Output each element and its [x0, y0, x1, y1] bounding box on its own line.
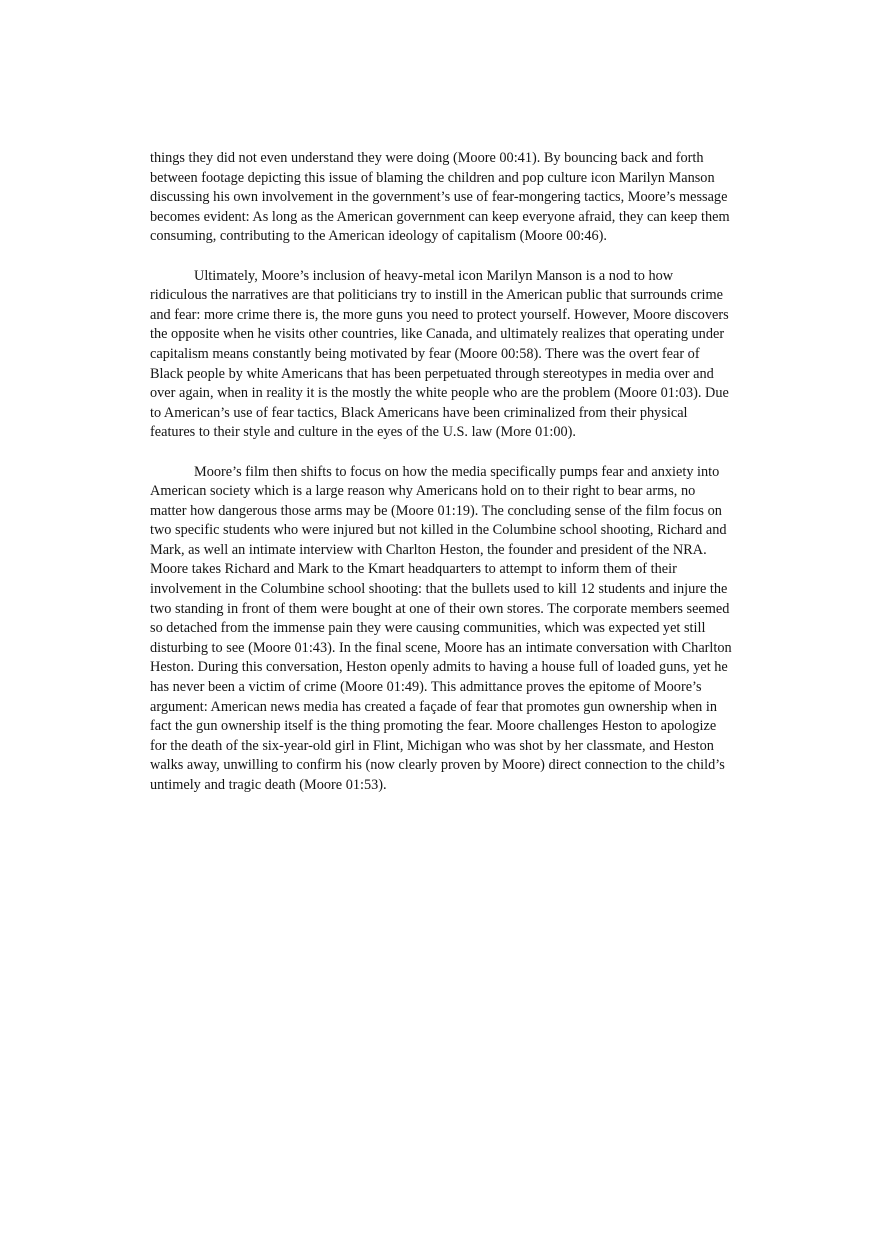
paragraph-continuation: things they did not even understand they were doing (Moore 00:41). By bouncing back and forth between footage depicting this issue of blaming the children and pop culture icon Marilyn Manson discussing his own involvement in the government’s use of fear-mongering tactics, Moore’s message becomes evident: As long as the American government can keep everyone afraid, they can keep them consuming, contributing to the American ideology of capitalism (Moore 00:46).: [150, 150, 730, 245]
paragraph-media-fear: Moore’s film then shifts to focus on how the media specifically pumps fear and anxiety into American society which is a large reason why Americans hold on to their right to bear arms, no matter how dangerous those arms may be (Moore 01:19). The concluding sense of the film focus on two specific students who were injured but not killed in the Columbine school shooting, Richard and Mark, as well an intimate interview with Charlton Heston, the founder and president of the NRA. Moore takes Richard and Mark to the Kmart headquarters to attempt to inform them of their involvement in the Columbine school shooting: that the bullets used to kill 12 students and injure the two standing in front of them were bought at one of their own stores. The corporate members seemed so detached from the immense pain they were causing communities, which was expected yet still disturbing to see (Moore 01:43). In the final scene, Moore has an intimate conversation with Charlton Heston. During this conversation, Heston openly admits to having a house full of loaded guns, yet he has never been a victim of crime (Moore 01:49). This admittance proves the epitome of Moore’s argument: American news media has created a façade of fear that promotes gun ownership when in fact the gun ownership itself is the thing promoting the fear. Moore challenges Heston to apologize for the death of the six-year-old girl in Flint, Michigan who was shot by her classmate, and Heston walks away, unwilling to confirm his (now clearly proven by Moore) direct connection to the child’s untimely and tragic death (Moore 01:53).: [150, 463, 732, 793]
document-body: [150, 149, 732, 815]
paragraph-marilyn-manson: Ultimately, Moore’s inclusion of heavy-metal icon Marilyn Manson is a nod to how ridiculous the narratives are that politicians try to instill in the American public that surrounds crime and fear: more crime there is, the more guns you need to protect yourself. However, Moore discovers the opposite when he visits other countries, like Canada, and ultimately realizes that operating under capitalism means constantly being motivated by fear (Moore 00:58). There was the overt fear of Black people by white Americans that has been perpetuated through stereotypes in media over and over again, when in reality it is the mostly the white people who are the problem (Moore 01:03). Due to American’s use of fear tactics, Black Americans have been criminalized from their physical features to their style and culture in the eyes of the U.S. law (More 01:00).: [150, 267, 729, 441]
